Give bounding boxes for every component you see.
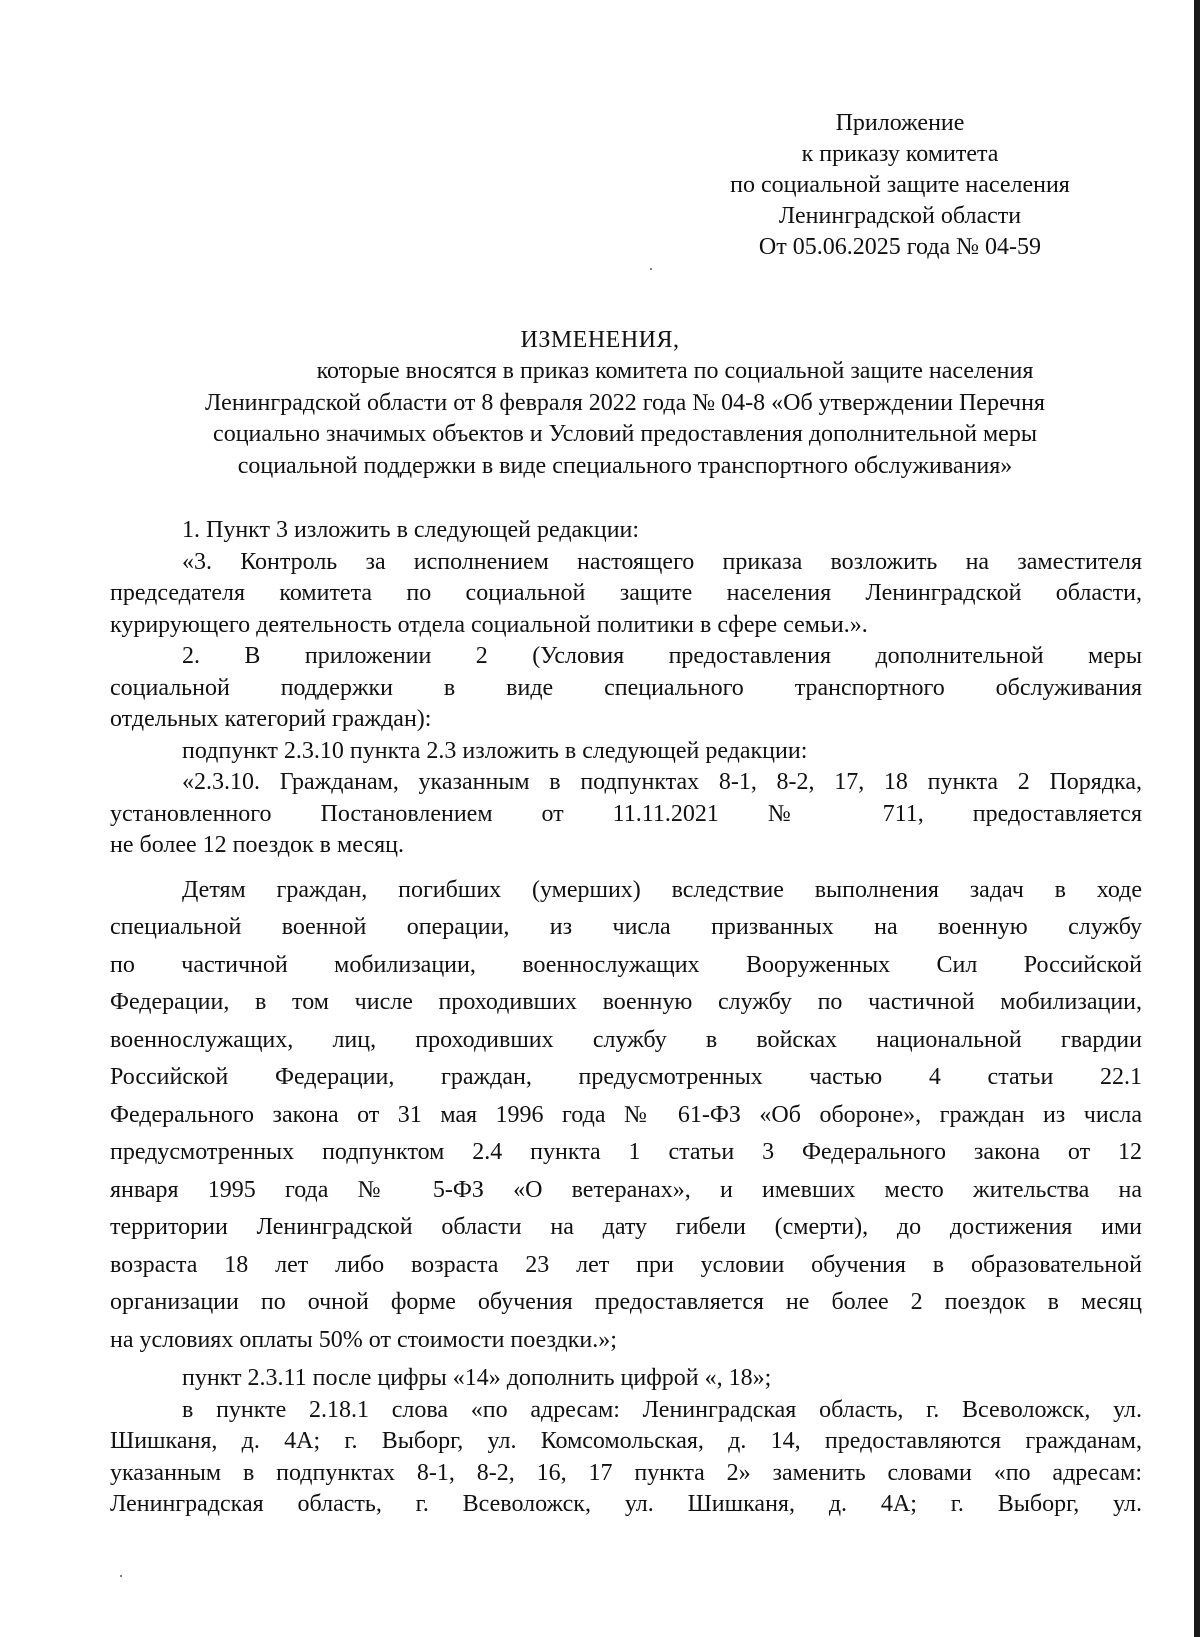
item1-line: «3. Контроль за исполнением настоящего приказа возложить на заместителя [182, 548, 1142, 575]
item2-line: 2. В приложении 2 (Условия предоставления дополнительной меры [182, 643, 1142, 669]
children-line: организации по очной форме обучения предоставляется не более 2 поездок в месяц [110, 1289, 1142, 1315]
appendix-line: к приказу комитета [801, 141, 999, 167]
children-line: Детям граждан, погибших (умерших) вследствие выполнения задач в ходе [182, 876, 1142, 903]
item1-heading: 1. Пункт 3 изложить в следующей редакции: [182, 517, 640, 543]
point-2181-line: указанным в подпунктах 8-1, 8-2, 16, 17 пункта 2» заменить словами «по адресам: [110, 1459, 1142, 1486]
scan-edge-shadow [1194, 0, 1200, 1637]
children-line: территории Ленинградской области на дату гибели (смерти), до достижения ими [110, 1214, 1142, 1240]
point-2181-line: Ленинградская область, г. Всеволожск, ул. Шишканя, д. 4А; г. Выборг, ул. [110, 1491, 1142, 1517]
subtitle-line: социально значимых объектов и Условий предоставления дополнительной меры [213, 421, 1037, 447]
children-line: Федерального закона от 31 мая 1996 года № 61-ФЗ «Об обороне», граждан из числа [110, 1101, 1142, 1128]
appendix-line: по социальной защите населения [730, 172, 1070, 198]
appendix-line: Приложение [835, 110, 965, 136]
item2-quote-line: «2.3.10. Гражданам, указанным в подпунктах 8-1, 8-2, 17, 18 пункта 2 Порядка, [182, 769, 1142, 795]
item2-sub: подпункт 2.3.10 пункта 2.3 изложить в следующей редакции: [182, 737, 808, 764]
document-body [110, 515, 1142, 1521]
document-title: ИЗМЕНЕНИЯ, [520, 327, 680, 353]
children-paragraph [110, 872, 1142, 1360]
children-line: Федерации, в том числе проходивших военную службу по частичной мобилизации, [110, 989, 1142, 1015]
item2-quote-line: не более 12 поездок в месяц. [110, 832, 404, 858]
item2-line: социальной поддержки в виде специального транспортного обслуживания [110, 674, 1142, 701]
children-line: предусмотренных подпунктом 2.4 пункта 1 статьи 3 Федерального закона от 12 [110, 1139, 1142, 1165]
children-line: по частичной мобилизации, военнослужащих Вооруженных Сил Российской [110, 951, 1142, 978]
children-line: Российской Федерации, граждан, предусмотренных частью 4 статьи 22.1 [110, 1064, 1142, 1090]
subtitle-line: Ленинградской области от 8 февраля 2022 года № 04-8 «Об утверждении Перечня [205, 389, 1045, 416]
item1-line: курирующего деятельность отдела социальной политики в сфере семьи.». [110, 611, 868, 638]
children-line: на условиях оплаты 50% от стоимости поездки.»; [110, 1326, 617, 1353]
appendix-line: Ленинградской области [778, 203, 1022, 229]
scan-speck [650, 268, 652, 270]
item2-quote-line: установленного Постановлением от 11.11.2021 № 711, предоставляется [110, 800, 1142, 827]
point-2311: пункт 2.3.11 после цифры «14» дополнить цифрой «, 18»; [182, 1365, 772, 1391]
item1-line: председателя комитета по социальной защите населения Ленинградской области, [110, 580, 1142, 606]
appendix-header [640, 108, 1160, 263]
children-line: возраста 18 лет либо возраста 23 лет при условии обучения в образовательной [110, 1251, 1142, 1278]
document-subtitle [110, 356, 1140, 482]
appendix-line: От 05.06.2025 года № 04-59 [758, 234, 1042, 260]
children-line: января 1995 года № 5-ФЗ «О ветеранах», и имевших место жительства на [110, 1176, 1142, 1203]
children-line: специальной военной операции, из числа призванных на военную службу [110, 914, 1142, 940]
subtitle-line: социальной поддержки в виде специального транспортного обслуживания» [237, 452, 1013, 479]
point-2181-line: в пункте 2.18.1 слова «по адресам: Ленинградская область, г. Всеволожск, ул. [182, 1396, 1142, 1423]
subtitle-line: которые вносятся в приказ комитета по социальной защите населения [316, 358, 1034, 384]
item2-line: отдельных категорий граждан): [110, 706, 432, 732]
scan-speck [120, 1575, 122, 1577]
children-line: военнослужащих, лиц, проходивших службу в войсках национальной гвардии [110, 1026, 1142, 1053]
point-2181-line: Шишканя, д. 4А; г. Выборг, ул. Комсомольская, д. 14, предоставляются гражданам, [110, 1428, 1142, 1454]
